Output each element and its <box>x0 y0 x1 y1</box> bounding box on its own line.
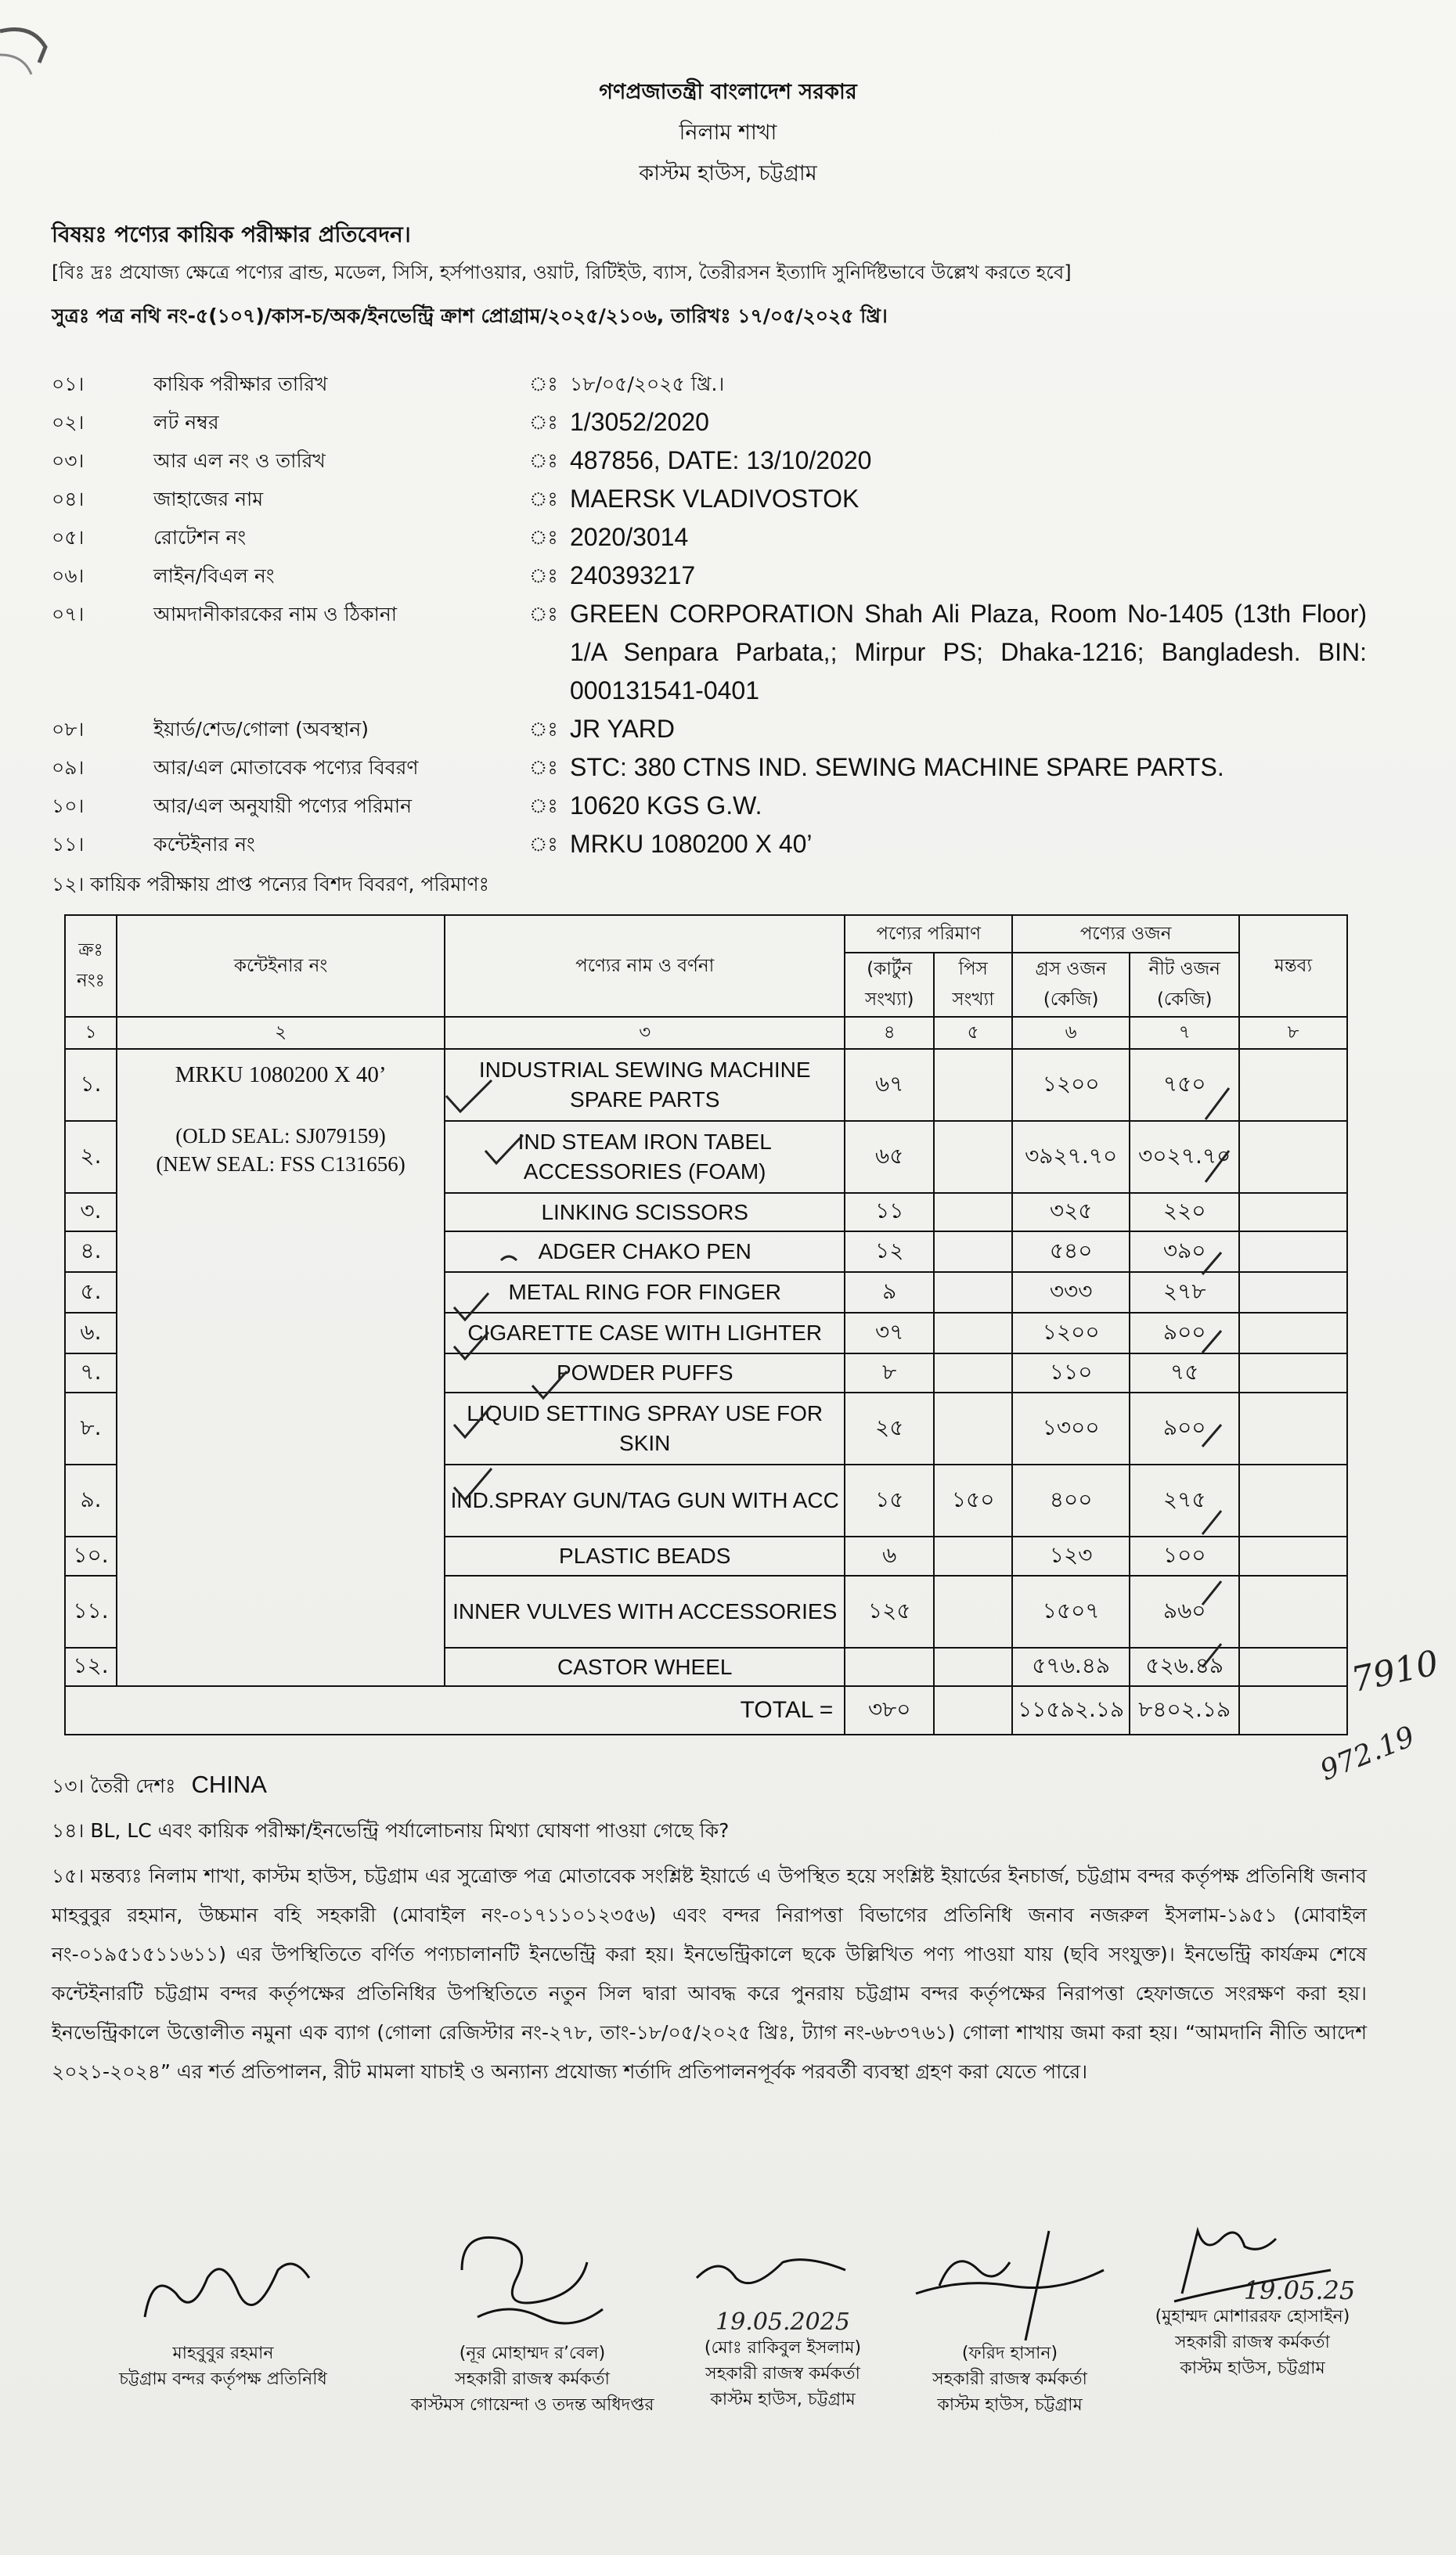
old-seal: (OLD SEAL: SJ079159) <box>175 1124 386 1148</box>
text-cell: রোটেশন নং <box>153 526 247 549</box>
info-row <box>52 480 1367 518</box>
origin-line <box>52 1771 1367 1804</box>
text-cell: ৬. <box>65 1313 117 1353</box>
header-description: পণ্যের নাম ও বর্ণনা <box>445 915 845 1017</box>
subject-line: বিষয়ঃ পণ্যের কায়িক পরীক্ষার প্রতিবেদন। <box>52 222 411 247</box>
text-cell: ঃ <box>529 718 558 741</box>
column-number-row <box>65 1017 1347 1049</box>
header-gross: গ্রস ওজন (কেজি) <box>1012 953 1130 1017</box>
text-cell: সহকারী রাজস্ব কর্মকর্তা <box>455 2369 610 2389</box>
new-seal: (NEW SEAL: FSS C131656) <box>156 1152 405 1176</box>
text-cell: ঃ <box>529 373 558 395</box>
text-cell: কাস্টমস গোয়েন্দা ও তদন্ত অধিদপ্তর <box>410 2395 654 2415</box>
text-cell: (মুহাম্মদ মোশাররফ হোসাইন) <box>1155 2307 1350 2326</box>
info-row <box>52 748 1367 787</box>
text-cell: ৫৭৬.৪৯ <box>1012 1648 1130 1686</box>
info-row <box>52 557 1367 595</box>
text-cell: ৬ <box>845 1537 934 1576</box>
text-cell: ২৫ <box>845 1393 934 1465</box>
text-cell: ১১ <box>845 1193 934 1231</box>
tick-marks <box>438 1049 1268 1706</box>
text-cell: CASTOR WHEEL <box>445 1648 845 1686</box>
text-cell: ৫২৬.৪৯ <box>1130 1648 1239 1686</box>
info-row <box>52 441 1367 480</box>
text-cell: সহকারী রাজস্ব কর্মকর্তা <box>1175 2333 1330 2352</box>
text-cell: ২৭৮ <box>1130 1272 1239 1313</box>
text-cell: ১১০ <box>1012 1353 1130 1393</box>
signature-5 <box>1112 2223 1393 2381</box>
text-cell: ৩২৫ <box>1012 1193 1130 1231</box>
text-cell: ১৫০ <box>934 1465 1012 1537</box>
text-cell: ৬৫ <box>845 1121 934 1193</box>
text-cell: ১২৫ <box>845 1576 934 1648</box>
text-cell: কাস্টম হাউস, চট্টগ্রাম <box>710 2390 856 2409</box>
text-cell: INNER VULVES WITH ACCESSORIES <box>445 1576 845 1648</box>
header-sl: ক্রঃ নংঃ <box>65 915 117 1017</box>
text-cell: ১৩০০ <box>1012 1393 1130 1465</box>
signature-2-scribble <box>431 2223 634 2341</box>
text-cell: ৪ <box>845 1017 934 1049</box>
text-cell: ০৬। <box>52 564 85 587</box>
text-cell: ৯ <box>845 1272 934 1313</box>
text-cell: কাস্টম হাউস, চট্টগ্রাম <box>937 2395 1083 2415</box>
false-declaration-line: ১৪। BL, LC এবং কায়িক পরীক্ষা/ইনভেন্ট্রি পর্যালোচনায় মিথ্যা ঘোষণা পাওয়া গেছে কি? <box>52 1819 730 1842</box>
total-gross: ১১৫৯২.১৯ <box>1012 1686 1130 1735</box>
text-cell: সহকারী রাজস্ব কর্মকর্তা <box>932 2369 1087 2389</box>
text-cell: LINKING SCISSORS <box>445 1193 845 1231</box>
text-cell: ১০. <box>65 1537 117 1576</box>
info-list <box>52 365 1367 863</box>
text-cell: ৪০০ <box>1012 1465 1130 1537</box>
bl-number: 240393217 <box>570 561 696 589</box>
text-cell: ০৭। <box>52 603 85 625</box>
text-cell: আর/এল অনুযায়ী পণ্যের পরিমান <box>153 795 412 817</box>
signature-2 <box>368 2223 697 2418</box>
text-cell: ৯৬০ <box>1130 1576 1239 1648</box>
lot-number: 1/3052/2020 <box>570 408 709 436</box>
text-cell: চট্টগ্রাম বন্দর কর্তৃপক্ষ প্রতিনিধি <box>119 2369 327 2389</box>
text-cell: ৪. <box>65 1231 117 1272</box>
document-header <box>0 72 1456 194</box>
text-cell: ৫. <box>65 1272 117 1313</box>
text-cell: জাহাজের নাম <box>153 488 264 510</box>
text-cell: ঃ <box>529 449 558 472</box>
rl-number: 487856, DATE: 13/10/2020 <box>570 446 872 474</box>
text-cell: ১০০ <box>1130 1537 1239 1576</box>
text-cell: আর এল নং ও তারিখ <box>153 449 326 472</box>
signature-4 <box>892 2223 1127 2418</box>
text-cell: ৯০০ <box>1130 1313 1239 1353</box>
reference-line: সুত্রঃ পত্র নথি নং-৫(১০৭)/কাস-চ/অক/ইনভেন্ট্রি ক্রাশ প্রোগ্রাম/২০২৫/২১০৬, তারিখঃ ১৭/০৫/২০২৫ খ্রি। <box>52 305 888 327</box>
signature-3 <box>658 2247 908 2413</box>
text-cell: ০৯। <box>52 756 85 779</box>
text-cell: ১১। <box>52 833 85 856</box>
text-cell: সহকারী রাজস্ব কর্মকর্তা <box>705 2364 860 2384</box>
signature-4-scribble <box>908 2223 1112 2341</box>
info-row <box>52 595 1367 710</box>
text-cell: ৭৫০ <box>1130 1049 1239 1121</box>
text-cell: ৬ <box>1012 1017 1130 1049</box>
text-cell: IND.SPRAY GUN/TAG GUN WITH ACC <box>445 1465 845 1537</box>
text-cell: ৫ <box>934 1017 1012 1049</box>
text-cell: ০৪। <box>52 488 85 510</box>
text-cell: IND STEAM IRON TABEL ACCESSORIES (FOAM) <box>445 1121 845 1193</box>
goods-quantity: 10620 KGS G.W. <box>570 791 762 820</box>
text-cell: ২৭৫ <box>1130 1465 1239 1537</box>
vessel-name: MAERSK VLADIVOSTOK <box>570 485 860 513</box>
text-cell: ৫৪০ <box>1012 1231 1130 1272</box>
text-cell: ADGER CHAKO PEN <box>445 1231 845 1272</box>
signature-1 <box>94 2254 352 2392</box>
text-cell: ঃ <box>529 833 558 856</box>
text-cell: ৩. <box>65 1193 117 1231</box>
text-cell: ঃ <box>529 603 558 625</box>
text-cell: ৭ <box>1130 1017 1239 1049</box>
info-row <box>52 787 1367 825</box>
government-title: গণপ্রজাতন্ত্রী বাংলাদেশ সরকার <box>599 80 857 104</box>
note-line: [বিঃ দ্রঃ প্রযোজ্য ক্ষেত্রে পণ্যের ব্রান্ড, মডেল, সিসি, হর্সপাওয়ার, ওয়াট, রিটিইউ, ব্যাস, তৈরীরসন ইত্যাদি সুনির্দিষ্টভাবে উল্লেখ করতে হবে] <box>52 261 1072 283</box>
remarks-section <box>52 1771 1367 2092</box>
yard-location: JR YARD <box>570 715 675 743</box>
text-cell: ০৮। <box>52 718 85 741</box>
text-cell: ৩৭ <box>845 1313 934 1353</box>
handwritten-total: 7910 <box>1347 1642 1443 1701</box>
goods-description: STC: 380 CTNS IND. SEWING MACHINE SPARE PARTS. <box>570 753 1224 781</box>
remarks-paragraph: ১৫। মন্তব্যঃ নিলাম শাখা, কাস্টম হাউস, চট্টগ্রাম এর সুত্রোক্ত পত্র মোতাবেক সংশ্লিষ্ট ইয়ার্ডে এ উপস্থিত হয়ে সংশ্লিষ্ট ইয়ার্ডের ইনচার্জ, চট্টগ্রাম বন্দর কর্তৃপক্ষ প্রতিনিধি জনাব মাহবুবুর রহমান, উচ্চমান বহি সহকারী (মোবাইল নং-০১৭১১০১২৩৫৬) এবং বন্দর নিরাপত্তা বিভাগের প্রতিনিধি জনাব নজরুল ইসলাম-১৯৫১ (মোবাইল নং-০১৯৫১৫১১৬১১) এর উপস্থিতিতে বর্ণিত পণ্যচালানটি ইনভেন্ট্রি করা হয়। ইনভেন্ট্রিকালে ছকে উল্লিখিত পণ্য পাওয়া যায় (ছবি সংযুক্ত)। ইনভেন্ট্রি কার্যক্রম শেষে কন্টেইনারটি চট্টগ্রাম বন্দর কর্তৃপক্ষের প্রতিনিধির উপস্থিতিতে নতুন সিল দ্বারা আবদ্ধ করে পুনরায় চট্টগ্রাম বন্দর কর্তৃপক্ষের নিরাপত্তা হেফাজতে সংরক্ষণ করা হয়। ইনভেন্ট্রিকালে উত্তোলীত নমুনা এক ব্যাগ (গোলা রেজিস্টার নং-২৭৮, তাং-১৮/০৫/২০২৫ খ্রিঃ, ট্যাগ নং-৬৮৩৭৬১) গোলা শাখায় জমা করা হয়। “আমদানি নীতি আদেশ ২০২১-২০২৪” এর শর্ত প্রতিপালন, রীট মামলা যাচাই ও অন্যান্য প্রযোজ্য শর্তাদি প্রতিপালনপূর্বক পরবর্তী ব্যবস্থা গ্রহণ করা যেতে পারে। <box>52 1865 1367 2083</box>
text-cell: ১ <box>65 1017 117 1049</box>
text-cell: METAL RING FOR FINGER <box>445 1272 845 1313</box>
text-cell: ২. <box>65 1121 117 1193</box>
text-cell: কায়িক পরীক্ষার তারিখ <box>153 373 328 395</box>
text-cell: CIGARETTE CASE WITH LIGHTER <box>445 1313 845 1353</box>
handwritten-subtotal: 972.19 <box>1315 1720 1420 1788</box>
header-net: নীট ওজন (কেজি) <box>1130 953 1239 1017</box>
header-weight: পণ্যের ওজন <box>1012 915 1239 953</box>
importer-address: GREEN CORPORATION Shah Ali Plaza, Room No-1405 (13th Floor) 1/A Senpara Parbata,; Mirpur PS; Dhaka-1216; Bangladesh. BIN: 000131541-0401 <box>570 600 1367 705</box>
text-cell: লট নম্বর <box>153 411 219 434</box>
text-cell: ৯০০ <box>1130 1393 1239 1465</box>
text-cell: ১৩। তৈরী দেশঃ <box>52 1775 176 1797</box>
container-number: MRKU 1080200 X 40’ <box>570 830 813 858</box>
text-cell: ১২০০ <box>1012 1049 1130 1121</box>
header-remarks: মন্তব্য <box>1239 915 1347 1017</box>
header-pieces: পিস সংখ্যা <box>934 953 1012 1017</box>
container-cell <box>117 1049 445 1686</box>
text-cell: ১৫০৭ <box>1012 1576 1130 1648</box>
text-cell: কাস্টম হাউস, চট্টগ্রাম <box>1180 2359 1325 2378</box>
total-cartons: ৩৮০ <box>845 1686 934 1735</box>
text-cell: (নূর মোহাম্মদ র’বেল) <box>459 2344 606 2363</box>
text-cell: কন্টেইনার নং <box>153 833 255 856</box>
text-cell: POWDER PUFFS <box>445 1353 845 1393</box>
header-quantity: পণ্যের পরিমাণ <box>845 915 1012 953</box>
text-cell: ১১. <box>65 1576 117 1648</box>
text-cell: ০৫। <box>52 526 85 549</box>
rotation-number: 2020/3014 <box>570 523 689 551</box>
text-cell: ঃ <box>529 756 558 779</box>
text-cell: ৩৩৩ <box>1012 1272 1130 1313</box>
text-cell: আর/এল মোতাবেক পণ্যের বিবরণ <box>153 756 419 779</box>
signature-1-scribble <box>129 2254 317 2341</box>
total-net: ৮৪০২.১৯ <box>1130 1686 1239 1735</box>
container-number-cell: MRKU 1080200 X 40’ <box>175 1062 387 1087</box>
info-row <box>52 518 1367 557</box>
info-row <box>52 710 1367 748</box>
text-cell: ঃ <box>529 795 558 817</box>
text-cell: ০১। <box>52 373 85 395</box>
header-cartons: (কার্টুন সংখ্যা) <box>845 953 934 1017</box>
info-row <box>52 365 1367 403</box>
text-cell: ৩০২৭.৭০ <box>1130 1121 1239 1193</box>
text-cell: ৩৯০ <box>1130 1231 1239 1272</box>
text-cell: ১২ <box>845 1231 934 1272</box>
text-cell: (মোঃ রাকিবুল ইসলাম) <box>704 2338 862 2358</box>
text-cell: ৮. <box>65 1393 117 1465</box>
text-cell: ৮ <box>845 1353 934 1393</box>
signature-3-scribble <box>681 2247 885 2309</box>
text-cell: 19.05.2025 <box>715 2308 850 2336</box>
inspection-date: ১৮/০৫/২০২৫ খ্রি.। <box>570 373 725 395</box>
text-cell: ঃ <box>529 411 558 434</box>
text-cell: 19.05.25 <box>1243 2276 1356 2305</box>
text-cell: মাহবুবুর রহমান <box>172 2344 274 2363</box>
text-cell: ০৩। <box>52 449 85 472</box>
text-cell: ৮ <box>1239 1017 1347 1049</box>
text-cell: ৩৯২৭.৭০ <box>1012 1121 1130 1193</box>
text-cell: ১২. <box>65 1648 117 1686</box>
item-12-label: ১২। কায়িক পরীক্ষায় প্রাপ্ত পন্যের বিশদ বিবরণ, পরিমাণঃ <box>52 873 489 896</box>
text-cell: ইয়ার্ড/শেড/গোলা (অবস্থান) <box>153 718 369 741</box>
text-cell: ৭৫ <box>1130 1353 1239 1393</box>
text-cell: ঃ <box>529 526 558 549</box>
text-cell: ঃ <box>529 564 558 587</box>
section-title: নিলাম শাখা <box>679 121 777 145</box>
signature-block <box>63 2223 1393 2536</box>
text-cell: ০২। <box>52 411 85 434</box>
text-cell: ১. <box>65 1049 117 1121</box>
text-cell: INDUSTRIAL SEWING MACHINE SPARE PARTS <box>445 1049 845 1121</box>
office-title: কাস্টম হাউস, চট্টগ্রাম <box>639 161 817 186</box>
info-row <box>52 403 1367 441</box>
text-cell: (ফরিদ হাসান) <box>961 2344 1058 2363</box>
origin-country: CHINA <box>191 1771 267 1798</box>
text-cell: ১৫ <box>845 1465 934 1537</box>
info-row <box>52 825 1367 863</box>
text-cell: ৬৭ <box>845 1049 934 1121</box>
text-cell: লাইন/বিএল নং <box>153 564 275 587</box>
text-cell: ৯. <box>65 1465 117 1537</box>
text-cell: LIQUID SETTING SPRAY USE FOR SKIN <box>445 1393 845 1465</box>
text-cell: ৭. <box>65 1353 117 1393</box>
text-cell: PLASTIC BEADS <box>445 1537 845 1576</box>
text-cell: ২ <box>117 1017 445 1049</box>
text-cell: ১২০০ <box>1012 1313 1130 1353</box>
text-cell: ২২০ <box>1130 1193 1239 1231</box>
text-cell: ৩ <box>445 1017 845 1049</box>
text-cell: ঃ <box>529 488 558 510</box>
header-container: কন্টেইনার নং <box>117 915 445 1017</box>
text-cell: আমদানীকারকের নাম ও ঠিকানা <box>153 603 397 625</box>
total-label: TOTAL = <box>65 1686 845 1735</box>
text-cell: ১২৩ <box>1012 1537 1130 1576</box>
text-cell: ১০। <box>52 795 85 817</box>
